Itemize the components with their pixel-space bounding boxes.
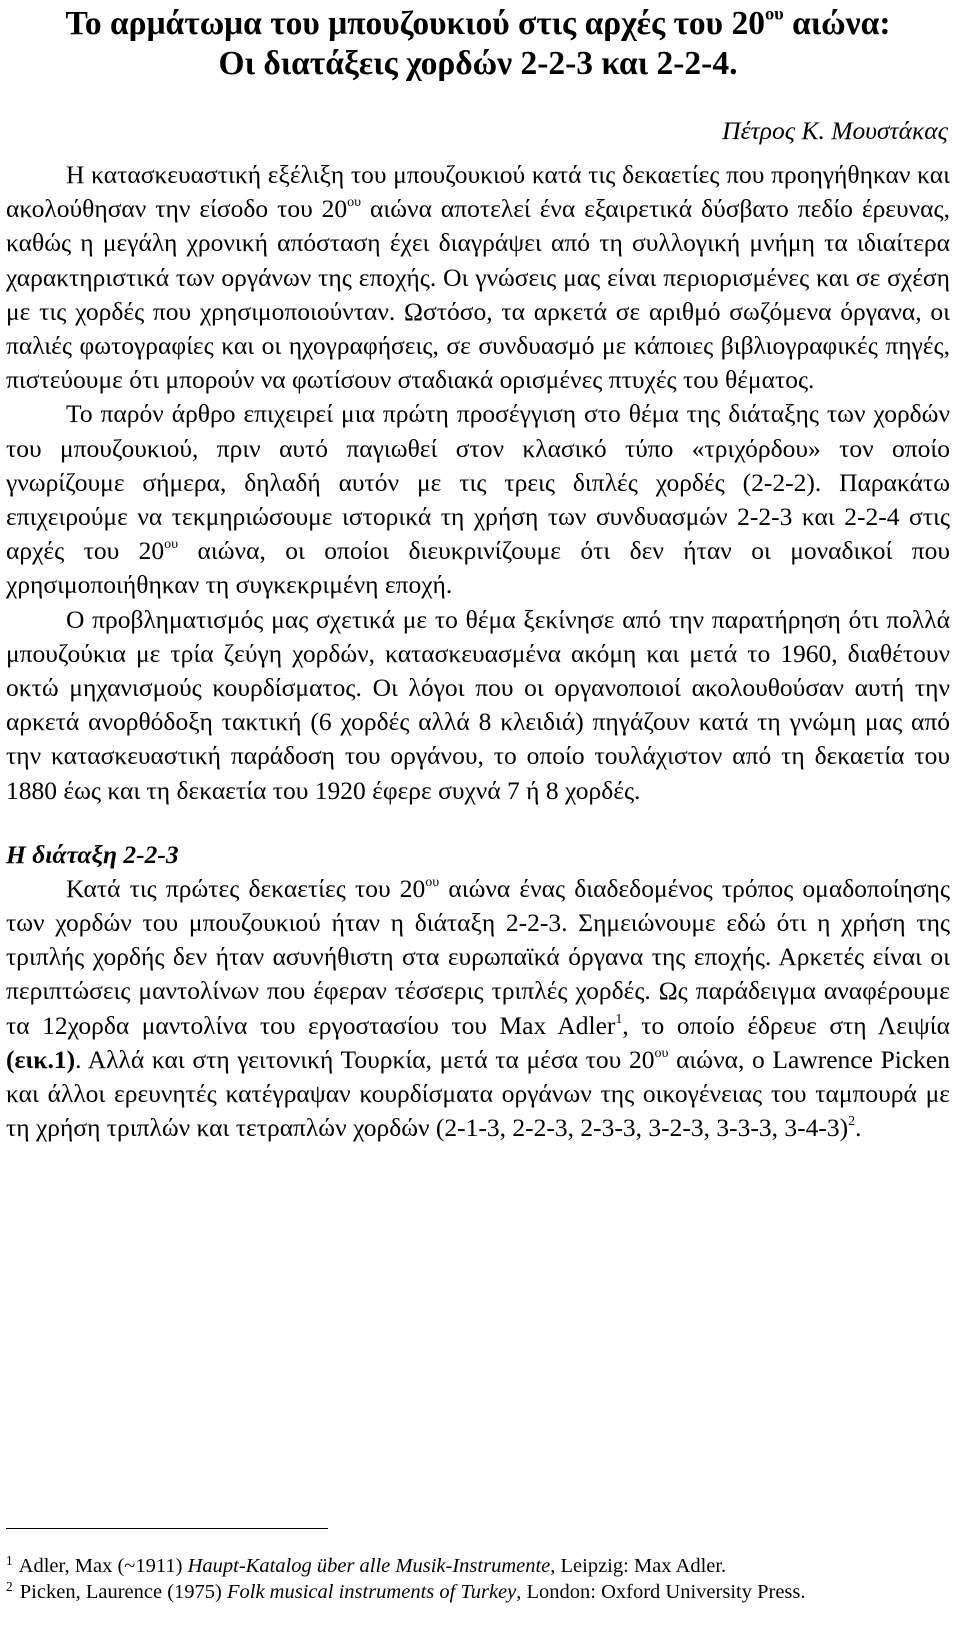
title-line-1: Το αρμάτωμα του μπουζουκιού στις αρχές του $20^{o\upsilon}$ αιώνα: bbox=[65, 3, 891, 42]
section-heading: Η διάταξη 2-2-3 bbox=[6, 839, 179, 869]
paragraph-section-223: Κατά τις πρώτες δεκαετίες του $20^{o\upsilon}$ αιώνα ένας διαδεδομένος τρόπος ομαδοποίησης των χορδών του μπουζουκιού ήταν η διάταξη 2-2-3. Σημειώνουμε εδώ ότι η χρήση της τριπλής χορδής δεν ήταν ασυνήθιστη στα ευρωπαϊκά όργανα της εποχής. Αρκετές είναι οι περιπτώσεις μαντολίνων που έφεραν τέσσερις τριπλές χορδές. Ως παράδειγμα αναφέρουμε τα 12χορδα μαντολίνα του εργοστασίου του Max Adler$^1$, το οποίο έδρευε στη Λειψία (εικ.1). Αλλά και στη γειτονική Τουρκία, μετά τα μέσα του $20^{o\upsilon}$ αιώνα, ο Lawrence Picken και άλλοι ερευνητές κατέγραψαν κουρδίσματα οργάνων της οικογένειας του ταμπουρά με τη χρήση τριπλών και τετραπλών χορδών (2-1-3, 2-2-3, 2-3-3, 3-2-3, 3-3-3, 3-4-3)$^2$. bbox=[6, 873, 950, 1143]
article-title bbox=[6, 4, 950, 84]
figure-ref: (εικ.1) bbox=[6, 1044, 76, 1074]
footnote-1: $^1$ Adler, Max (~1911) Haupt-Katalog über alle Musik-Instrumente, Leipzig: Max Adler. bbox=[6, 1552, 727, 1577]
footnote-ref-1[interactable]: 1 bbox=[615, 1011, 623, 1027]
footnote-ref-2[interactable]: 2 bbox=[848, 1114, 856, 1130]
footnote-divider bbox=[6, 1528, 328, 1529]
document-page bbox=[6, 0, 950, 1638]
title-line-2: Οι διατάξεις χορδών 2-2-3 και 2-2-4. bbox=[218, 45, 738, 82]
article-body bbox=[6, 158, 950, 1145]
author-name: Πέτρος Κ. Μουστάκας bbox=[722, 116, 948, 145]
paragraph-scope: Το παρόν άρθρο επιχειρεί μια πρώτη προσέγγιση στο θέμα της διάταξης των χορδών του μπουζουκιού, πριν αυτό παγιωθεί στον κλασικό τύπο «τριχόρδου» τον οποίο γνωρίζουμε σήμερα, δηλαδή αυτόν με τις τρεις διπλές χορδές (2-2-2). Παρακάτω επιχειρούμε να τεκμηριώσουμε ιστορικά τη χρήση των συνδυασμών 2-2-3 και 2-2-4 στις αρχές του $20^{o\upsilon}$ αιώνα, οι οποίοι διευκρινίζουμε ότι δεν ήταν οι μοναδικοί που χρησιμοποιήθηκαν τη συγκεκριμένη εποχή. bbox=[6, 399, 950, 600]
paragraph-intro: Η κατασκευαστική εξέλιξη του μπουζουκιού κατά τις δεκαετίες που προηγήθηκαν και ακολούθησαν την είσοδο του $20^{o\upsilon}$ αιώνα αποτελεί ένα εξαιρετικά δύσβατο πεδίο έρευνας, καθώς η μεγάλη χρονική απόσταση έχει διαγράψει από τη συλλογική μνήμη τα ιδιαίτερα χαρακτηριστικά των οργάνων της εποχής. Οι γνώσεις μας είναι περιορισμένες και σε σχέση με τις χορδές που χρησιμοποιούνταν. Ωστόσο, τα αρκετά σε αριθμό σωζόμενα όργανα, οι παλιές φωτογραφίες και οι ηχογραφήσεις, σε συνδυασμό με κάποιες βιβλιογραφικές πηγές, πιστεύουμε ότι μπορούν να φωτίσουν σταδιακά ορισμένες πτυχές του θέματος. bbox=[6, 160, 950, 395]
paragraph-problem: Ο προβληματισμός μας σχετικά με το θέμα ξεκίνησε από την παρατήρηση ότι πολλά μπουζούκια με τρία ζεύγη χορδών, κατασκευασμένα ακόμη και μετά το 1960, διαθέτουν οκτώ μηχανισμούς κουρδίσματος. Οι λόγοι που οι οργανοποιοί ακολουθούσαν αυτή την αρκετά ανορθόδοξη τακτική (6 χορδές αλλά 8 κλειδιά) πηγάζουν κατά τη γνώμη μας από την κατασκευαστική παράδοση του οργάνου, το οποίο τουλάχιστον από τη δεκαετία του 1880 έως και τη δεκαετία του 1920 έφερε συχνά 7 ή 8 χορδές. bbox=[6, 604, 950, 805]
footnotes bbox=[6, 1528, 950, 1605]
footnote-2: $^2$ Picken, Laurence (1975) Folk musical instruments of Turkey, London: Oxford University Press. bbox=[6, 1578, 806, 1603]
